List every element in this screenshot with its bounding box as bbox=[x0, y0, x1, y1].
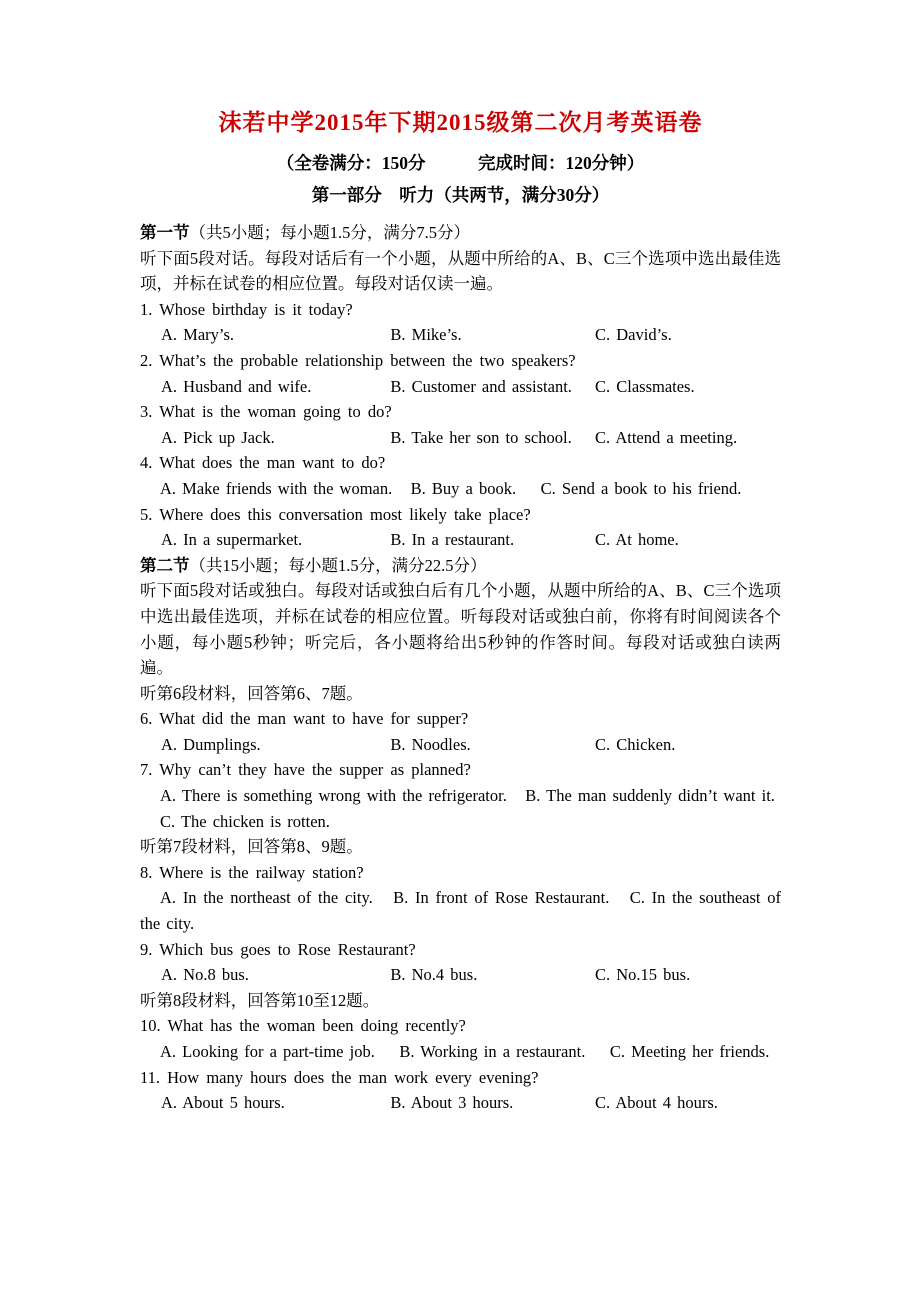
options-row bbox=[140, 962, 781, 988]
options-paragraph: C. The chicken is rotten. bbox=[160, 811, 330, 831]
options-paragraph: A. Make friends with the woman. B. Buy a book. C. Send a book to his friend. bbox=[160, 478, 742, 498]
score-and-time-line: （全卷满分：150分 完成时间：120分钟） bbox=[276, 153, 645, 173]
option-item: C. Classmates. bbox=[594, 376, 695, 396]
options-row bbox=[140, 322, 781, 348]
option-item: C. Chicken. bbox=[594, 734, 676, 754]
option-item: A. Husband and wife. bbox=[161, 376, 312, 396]
question-line: 7. Why can’t they have the supper as planned? bbox=[140, 760, 471, 780]
material-cue-line: 听第7段材料，回答第8、9题。 bbox=[140, 837, 363, 857]
options-row bbox=[140, 425, 781, 451]
question-line: 11. How many hours does the man work every evening? bbox=[140, 1067, 539, 1087]
question-line: 2. What’s the probable relationship between the two speakers? bbox=[140, 350, 576, 370]
option-item: C. At home. bbox=[594, 530, 679, 550]
options-paragraph: A. Looking for a part-time job. B. Working in a restaurant. C. Meeting her friends. bbox=[160, 1042, 770, 1061]
options-row bbox=[140, 732, 781, 758]
option-item: A. Mary’s. bbox=[161, 325, 235, 345]
section-label: 第一节 bbox=[140, 223, 190, 242]
section-heading bbox=[140, 553, 781, 579]
option-item: A. Pick up Jack. bbox=[161, 427, 275, 447]
option-item: B. Noodles. bbox=[390, 734, 471, 754]
option-item: A. Dumplings. bbox=[161, 734, 261, 754]
question-line: 1. Whose birthday is it today? bbox=[140, 299, 353, 319]
question-line: 9. Which bus goes to Rose Restaurant? bbox=[140, 939, 416, 959]
part1-heading: 第一部分 听力（共两节，满分30分） bbox=[311, 185, 610, 205]
option-item: A. No.8 bus. bbox=[161, 965, 249, 985]
options-paragraph: A. In the northeast of the city. B. In front of Rose Restaurant. C. In the southeast of the city. bbox=[140, 888, 781, 934]
option-item: B. In a restaurant. bbox=[390, 530, 515, 550]
question-line: 3. What is the woman going to do? bbox=[140, 402, 392, 422]
option-item: B. Customer and assistant. bbox=[390, 376, 572, 396]
option-item: B. Take her son to school. bbox=[390, 427, 572, 447]
options-row bbox=[140, 1090, 781, 1116]
options-paragraph: A. There is something wrong with the refrigerator. B. The man suddenly didn’t want it. bbox=[160, 786, 775, 806]
material-cue-line: 听第6段材料，回答第6、7题。 bbox=[140, 683, 363, 703]
instruction-paragraph: 听下面5段对话或独白。每段对话或独白后有几个小题，从题中所给的A、B、C三个选项中选出最佳选项，并标在试卷的相应位置。听每段对话或独白前，你将有时间阅读各个小题，每小题5秒钟；听完后，各小题将给出5秒钟的作答时间。每段对话或独白读两遍。 bbox=[140, 581, 781, 678]
exam-body bbox=[140, 220, 781, 1116]
option-item: B. No.4 bus. bbox=[390, 965, 478, 985]
question-line: 10. What has the woman been doing recently? bbox=[140, 1016, 466, 1036]
option-item: B. About 3 hours. bbox=[390, 1093, 514, 1113]
option-item: A. In a supermarket. bbox=[161, 530, 303, 550]
section-detail: （共5小题；每小题1.5分，满分7.5分） bbox=[189, 223, 470, 242]
material-cue-line: 听第8段材料，回答第10至12题。 bbox=[140, 990, 380, 1010]
instruction-paragraph: 听下面5段对话。每段对话后有一个小题，从题中所给的A、B、C三个选项中选出最佳选项，并标在试卷的相应位置。每段对话仅读一遍。 bbox=[140, 248, 781, 294]
option-item: C. About 4 hours. bbox=[594, 1093, 718, 1113]
option-item: C. No.15 bus. bbox=[594, 965, 691, 985]
question-line: 4. What does the man want to do? bbox=[140, 453, 386, 473]
options-row bbox=[140, 527, 781, 553]
question-line: 6. What did the man want to have for supper? bbox=[140, 709, 469, 729]
question-line: 5. Where does this conversation most likely take place? bbox=[140, 504, 531, 524]
section-heading bbox=[140, 220, 781, 246]
option-item: A. About 5 hours. bbox=[161, 1093, 285, 1113]
option-item: C. David’s. bbox=[594, 325, 672, 345]
question-line: 8. Where is the railway station? bbox=[140, 862, 364, 882]
page-title: 沫若中学2015年下期2015级第二次月考英语卷 bbox=[218, 110, 703, 135]
option-item: B. Mike’s. bbox=[390, 325, 462, 345]
section-label: 第二节 bbox=[140, 555, 190, 575]
options-row bbox=[140, 374, 781, 400]
option-item: C. Attend a meeting. bbox=[594, 427, 738, 447]
section-detail: （共15小题；每小题1.5分，满分22.5分） bbox=[189, 555, 487, 575]
